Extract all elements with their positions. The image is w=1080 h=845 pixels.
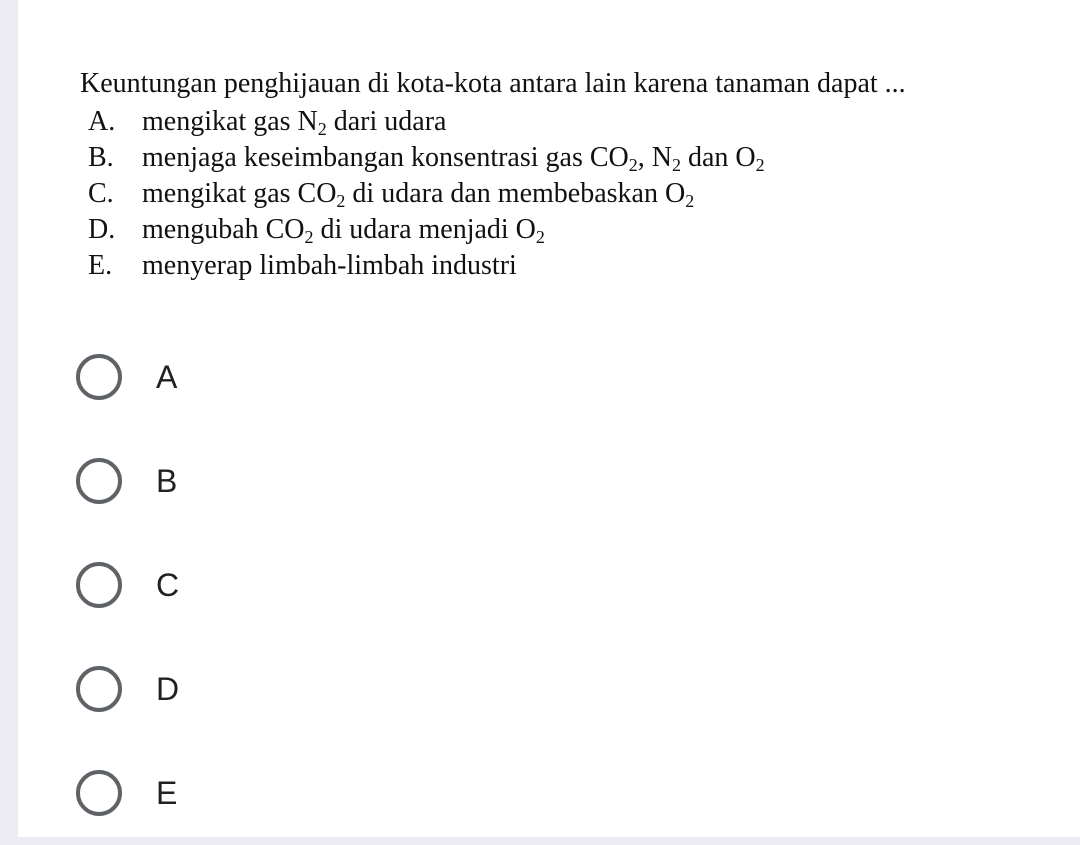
option-label: B [156,462,178,499]
text-segment: dan O [681,142,756,173]
subscript: 2 [685,191,695,211]
subscript: 2 [304,227,314,247]
choice-letter: E. [88,250,113,281]
choice-line-a [78,104,1038,140]
question-text: Keuntungan penghijauan di kota-kota antara lain karena tanaman dapat ... [80,68,906,99]
text-segment: di udara menjadi O [313,214,536,245]
question-card [18,0,1080,837]
text-segment: mengikat gas CO [142,178,337,209]
radio-button[interactable] [76,562,122,608]
text-segment: dari udara [326,106,447,137]
choice-text [142,212,545,248]
subscript: 2 [535,227,545,247]
text-segment: menyerap limbah-limbah industri [142,250,517,281]
text-segment: , N [637,142,672,173]
text-segment: menjaga keseimbangan konsentrasi gas CO [142,142,629,173]
option-label: D [156,670,180,707]
radio-button[interactable] [76,770,122,816]
radio-button[interactable] [76,666,122,712]
subscript: 2 [672,155,681,175]
subscript: 2 [628,155,638,175]
option-c[interactable] [76,533,179,637]
radio-button[interactable] [76,458,122,504]
choice-letter: A. [88,106,116,137]
text-segment: mengubah CO [142,214,305,245]
radio-button[interactable] [76,354,122,400]
option-label: A [156,358,178,395]
choice-text [142,176,694,212]
option-a[interactable] [76,325,179,429]
option-e[interactable] [76,741,179,845]
option-label: E [156,774,178,811]
choice-line-c [78,176,1038,212]
text-segment: di udara dan membebaskan O [345,178,686,209]
choice-line-d [78,212,1038,248]
choice-line-e [78,248,1038,284]
choice-letter: C. [88,178,114,209]
option-label: C [156,566,180,603]
choice-text [142,104,446,140]
subscript: 2 [336,191,346,211]
subscript: 2 [317,119,327,139]
question-image [78,66,1038,284]
choice-text [142,140,765,176]
choice-letter: D. [88,214,116,245]
subscript: 2 [755,155,765,175]
option-d[interactable] [76,637,179,741]
text-segment: mengikat gas N [142,106,318,137]
choice-letter: B. [88,142,114,173]
answer-options [76,325,179,845]
option-b[interactable] [76,429,179,533]
choice-line-b [78,140,1038,176]
choice-text [142,248,517,284]
